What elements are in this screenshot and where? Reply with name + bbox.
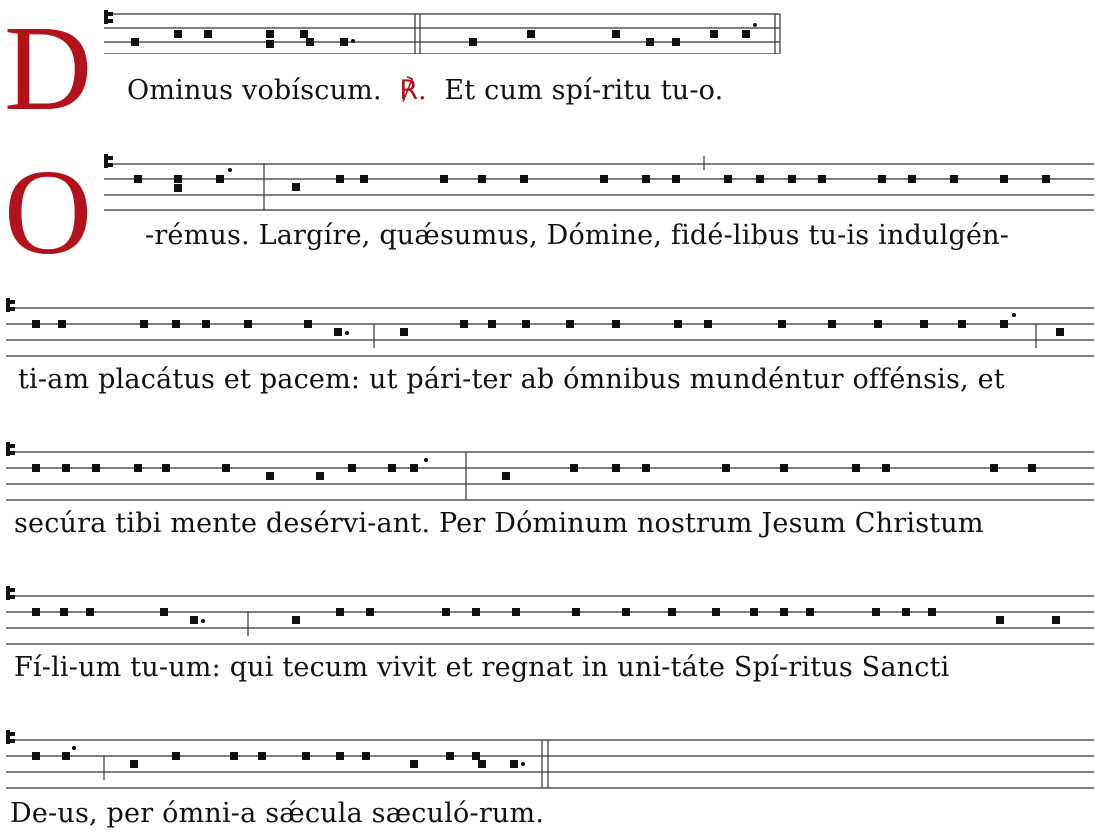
staff-6 (6, 728, 1094, 790)
lyric-line-4: secúra tibi mente desérvi-ant. Per Dóminum nostrum Jesum Christum (14, 508, 984, 539)
staff-6-svg (6, 728, 1094, 790)
response-symbol: ℟. (399, 75, 427, 106)
initial-letter: O (4, 145, 93, 280)
lyric-line-2: -rémus. Largíre, quǽsumus, Dómine, fidé-libus tu-is indulgén- (145, 220, 1010, 251)
system-1 (0, 0, 1100, 136)
staff-3 (6, 296, 1094, 358)
lyric-line-5: Fí-li-um tu-um: qui tecum vivit et regnat in uni-táte Spí-ritus Sancti (14, 652, 950, 683)
staff-2 (104, 152, 1094, 214)
lyric-line-1 (127, 75, 723, 106)
staff-5 (6, 584, 1094, 646)
system-4 (0, 432, 1100, 562)
system-6 (0, 720, 1100, 833)
initial-letter: D (4, 1, 93, 136)
staff-4-svg (6, 440, 1094, 502)
system-2 (0, 140, 1100, 280)
lyric-text: Et cum spí-ritu tu-o. (444, 75, 724, 106)
lyric-line-3: ti-am placátus et pacem: ut pári-ter ab ómnibus mundéntur offénsis, et (18, 364, 1005, 395)
lyric-line-6: De-us, per ómni-a sǽcula sæculó-rum. (10, 798, 545, 829)
staff-5-svg (6, 584, 1094, 646)
staff-3-svg (6, 296, 1094, 358)
staff-2-svg (104, 152, 1094, 214)
staff-1 (104, 10, 784, 54)
staff-4 (6, 440, 1094, 502)
staff-1-svg (104, 10, 784, 54)
system-5 (0, 576, 1100, 706)
lyric-text: Ominus vobíscum. (127, 75, 382, 106)
system-3 (0, 288, 1100, 418)
